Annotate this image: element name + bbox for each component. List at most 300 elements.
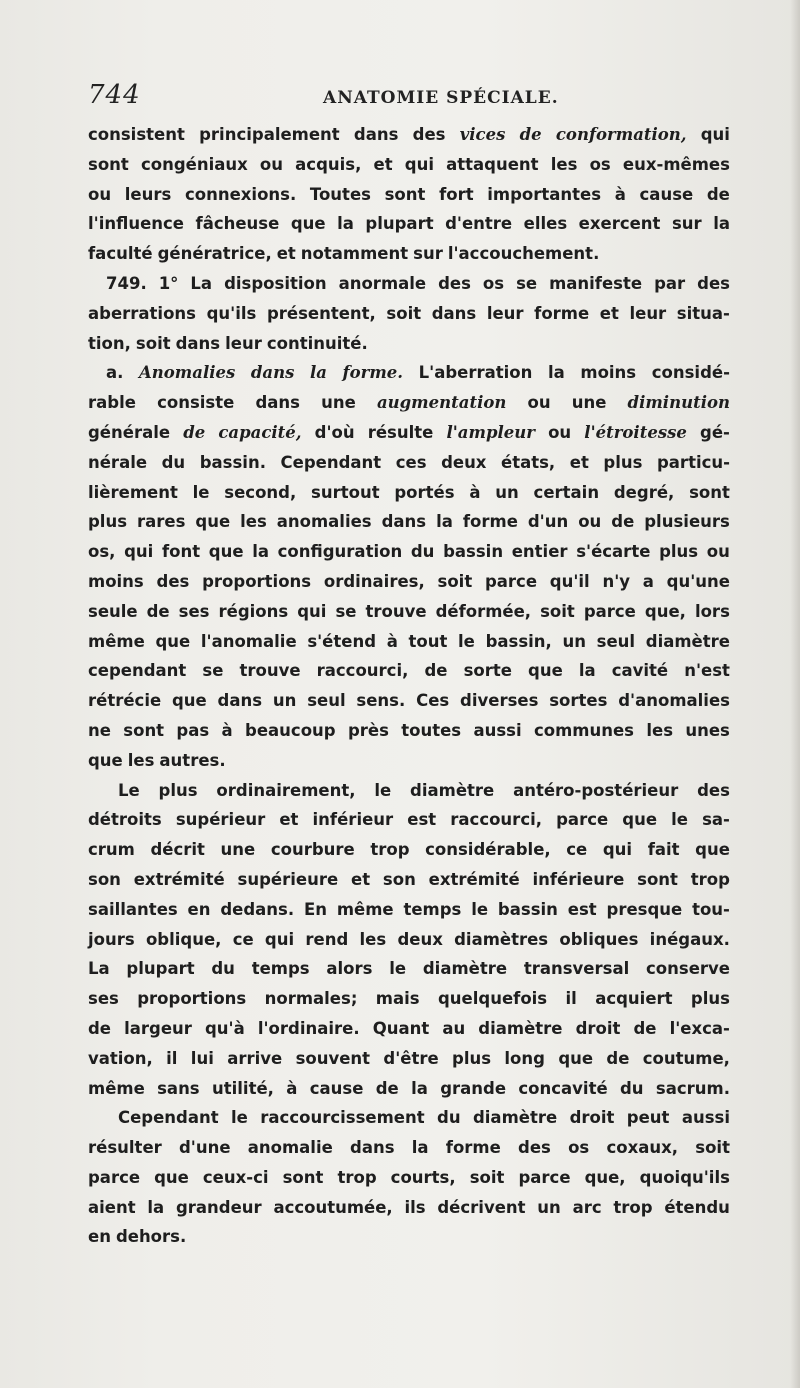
word: font [161,542,201,562]
word: jours [88,929,135,949]
word: à [286,1078,298,1098]
word: la [411,1138,429,1158]
word: dans [255,393,300,413]
word: cause [639,184,694,204]
word: largeur [124,1018,192,1038]
italic-word: de [519,125,542,144]
word: autres. [159,750,226,770]
word: ne [88,720,111,740]
word: obliques [559,929,639,949]
word: est [407,810,437,830]
word: d'un [527,512,569,532]
word: s'écarte [576,542,651,562]
word: particu- [656,452,730,472]
word: moins [580,363,637,383]
word: lièrement [88,482,178,502]
word: grandeur [175,1197,262,1217]
word: ce [566,840,588,860]
body-text [88,120,730,1252]
word: attaquent [446,154,539,174]
word: est [567,899,597,919]
word: aberrations [88,303,196,323]
word: rend [305,929,349,949]
italic-word: Anomalies [139,363,236,383]
word: importantes [487,184,602,204]
word: diamètres [454,929,549,949]
word: leur [486,303,524,323]
word: un [272,691,297,711]
word: disposition [224,273,327,293]
word: s'étend [307,631,377,651]
word: les [127,750,155,770]
word: ils [404,1197,426,1217]
word: résulter [88,1138,162,1158]
word: les [646,720,674,740]
word: deux [441,452,487,472]
word: situa- [676,303,730,323]
word: et [373,154,393,174]
word: trouve [365,601,427,621]
word: diamètre [422,959,508,979]
word: bassin, [485,631,552,651]
text-line [88,478,730,508]
word: du [619,1078,644,1098]
word: par [654,273,686,293]
word: extrémité [428,869,520,889]
word: exercent [578,214,661,234]
word: le [458,631,475,651]
word: En [303,899,327,919]
word: Le [118,780,140,800]
word: 1° [158,273,179,293]
word: transversal [523,959,630,979]
text-line [88,299,730,329]
word: courbure [270,840,355,860]
word: les [240,512,267,532]
word: même [88,1078,145,1098]
word: la [436,512,453,532]
word: d'entre [445,214,513,234]
word: bassin [443,542,504,562]
word: sorte [463,661,512,681]
word: conserve [646,959,730,979]
word: du [437,1108,461,1128]
word: du [211,959,235,979]
text-line [88,686,730,716]
word: surtout [311,482,380,502]
word: seule [88,601,138,621]
word: déformée, [435,601,532,621]
word: de [88,1018,112,1038]
word: qui [297,601,327,621]
word: et [599,303,619,323]
word: diamètre [478,1018,563,1038]
word: en [187,899,211,919]
italic-word: de [183,422,206,442]
word: forme [534,303,590,323]
word: acquis, [295,154,362,174]
word: arrive [227,1048,283,1068]
word: que [88,750,123,770]
word: L'aberration [418,363,533,383]
word: concavité [518,1078,608,1098]
text-line [88,448,730,478]
text-line [88,1133,730,1163]
text-line [88,418,730,448]
word: dans [381,512,427,532]
word: la [147,1197,165,1217]
word: trouve [239,661,301,681]
word: dans [175,333,221,353]
word: beaucoup [245,720,336,740]
text-line [88,1193,730,1223]
text-line [88,269,730,299]
word: l'exca- [669,1018,730,1038]
word: notamment [300,244,409,264]
italic-word: forme. [342,363,404,383]
word: ou [548,422,572,442]
word: que [154,1167,189,1187]
word: l'ordinaire. [257,1018,360,1038]
word: d'être [383,1048,439,1068]
word: se [335,601,357,621]
word: qui [700,125,730,144]
word: gé- [700,422,730,442]
word: considé- [651,363,730,383]
word: qui [404,154,434,174]
word: sur [413,244,443,264]
word: ou [578,512,602,532]
word: raccourcissement [260,1108,425,1128]
word: parce [88,1167,141,1187]
word: soit [386,303,422,323]
word: inférieur [312,810,394,830]
word: et [276,244,296,264]
word: anomalies [276,512,372,532]
word: parce [556,810,609,830]
word: anormale [338,273,427,293]
text-line [88,925,730,955]
word: a. [106,363,124,383]
word: ou [706,542,730,562]
word: plus [88,512,128,532]
word: sa- [702,810,730,830]
word: soit [469,1167,505,1187]
word: même [336,899,394,919]
word: sortes [549,691,608,711]
word: l'influence [88,214,184,234]
word: plupart [365,214,434,234]
text-line [88,1103,730,1133]
word: que [290,214,326,234]
word: se [516,273,538,293]
word: cependant [88,661,187,681]
word: portés [394,482,455,502]
word: parce [583,601,636,621]
word: Toutes [309,184,371,204]
word: considérable, [425,840,551,860]
word: que, [584,1167,626,1187]
word: l'anomalie [200,631,297,651]
word: un [562,631,586,651]
word: elles [523,214,568,234]
word: fâcheuse [195,214,280,234]
word: qui [602,840,633,860]
word: de [611,512,635,532]
word: arc [572,1197,602,1217]
running-title: ANATOMIE SPÉCIALE. [323,88,559,108]
word: diverses [460,691,539,711]
word: coutume, [642,1048,730,1068]
word: qui [124,542,154,562]
word: normales; [264,989,358,1009]
word: soit [540,601,575,621]
word: long [504,1048,545,1068]
italic-word: l'ampleur [446,422,535,442]
word: 749. [106,273,147,293]
word: un [537,1197,561,1217]
word: La [88,959,110,979]
word: des [697,780,730,800]
word: sont [282,1167,324,1187]
word: deux [397,929,443,949]
italic-word: dans [250,363,295,383]
word: qu'ils [206,303,257,323]
word: que [208,542,244,562]
word: que, [644,601,686,621]
word: rétrécie [88,691,162,711]
word: décrit [150,840,205,860]
word: ordinaires, [323,571,425,591]
word: faculté [88,244,153,264]
word: la [252,542,269,562]
word: congéniaux [140,154,248,174]
word: soit [135,333,171,353]
word: qui [264,929,295,949]
word: degré, [613,482,675,502]
word: vation, [88,1048,153,1068]
word: coxaux, [606,1138,679,1158]
word: accoutumée, [273,1197,393,1217]
word: une [571,393,607,413]
word: qu'à [205,1018,245,1038]
word: moins [88,571,144,591]
word: de [146,601,170,621]
word: fort [439,184,474,204]
word: de [633,1018,657,1038]
word: près [347,720,389,740]
text-line [88,1074,730,1104]
word: toutes [401,720,462,740]
word: se [202,661,224,681]
word: droit [569,1108,615,1128]
text-line [88,1044,730,1074]
word: La [190,273,213,293]
word: sont [384,184,426,204]
word: à [221,720,233,740]
word: que [695,840,730,860]
word: trop [690,869,730,889]
word: tout [408,631,448,651]
word: rable [88,393,136,413]
word: que [528,661,563,681]
word: de [606,1048,630,1068]
word: qu'il [549,571,590,591]
word: que [195,512,231,532]
word: acquiert [595,989,673,1009]
word: sont [123,720,165,740]
text-line [88,567,730,597]
word: et [351,869,371,889]
word: plus [158,780,198,800]
word: inférieure [532,869,625,889]
word: d'une [179,1138,231,1158]
word: forme [445,1138,501,1158]
word: d'anomalies [618,691,730,711]
word: unes [685,720,730,740]
text-line [88,984,730,1014]
word: la [547,363,565,383]
text-line [88,895,730,925]
word: principalement [199,125,340,144]
word: de [424,661,448,681]
word: trop [613,1197,653,1217]
word: plus [690,989,730,1009]
word: que [558,1048,594,1068]
word: mais [375,989,420,1009]
word: temps [403,899,462,919]
word: son [382,869,416,889]
word: seul [307,691,346,711]
word: cavité [611,661,669,681]
text-line [88,537,730,567]
word: soit [437,571,473,591]
word: rares [137,512,186,532]
word: sur [671,214,702,234]
word: fait [647,840,680,860]
italic-word: l'étroitesse [584,422,687,442]
text-line [88,1163,730,1193]
word: continuité. [266,333,368,353]
text-line [88,507,730,537]
word: que [155,631,191,651]
word: le [374,780,392,800]
word: ou [259,154,283,174]
word: second, [224,482,297,502]
word: décrivent [437,1197,526,1217]
text-line [88,1014,730,1044]
word: il [565,989,577,1009]
text-line [88,656,730,686]
word: tion, [88,333,131,353]
word: l'accouchement. [447,244,600,264]
word: antéro-postérieur [513,780,679,800]
word: une [321,393,356,413]
word: os, [88,542,116,562]
word: anomalie [247,1138,333,1158]
word: parce [484,571,538,591]
text-line [88,209,730,239]
word: plusieurs [644,512,730,532]
word: extrémité [133,869,225,889]
word: le [192,482,210,502]
italic-word: conformation, [555,125,687,144]
word: pas [176,720,210,740]
word: plupart [126,959,195,979]
word: d'où [314,422,355,442]
word: utilité, [211,1078,274,1098]
word: la [411,1078,428,1098]
word: os [589,154,611,174]
text-line [88,388,730,418]
word: étendu [664,1197,730,1217]
text-line [88,776,730,806]
word: ses [88,989,119,1009]
word: ceux-ci [202,1167,269,1187]
word: alors [326,959,373,979]
word: le [231,1108,248,1128]
word: le [471,899,489,919]
text-line [88,120,730,150]
word: ou [88,184,112,204]
word: les [359,929,387,949]
word: son [88,869,121,889]
word: du [161,452,186,472]
page-number: 744 [88,80,141,110]
text-line [88,239,730,269]
word: sont [88,154,129,174]
text-line [88,358,730,388]
word: sont [637,869,678,889]
word: en [88,1227,111,1247]
word: consiste [157,393,235,413]
word: aussi [681,1108,730,1128]
word: régions [218,601,289,621]
word: Cependant [280,452,382,472]
text-line [88,746,730,776]
word: quelquefois [437,989,548,1009]
word: droit [575,1018,621,1038]
word: états, [501,452,556,472]
word: consistent [88,125,185,144]
word: des [697,273,730,293]
text-line [88,627,730,657]
word: dans [350,1138,395,1158]
word: dedans. [220,899,295,919]
word: tou- [692,899,730,919]
word: diamètre [410,780,495,800]
word: presque [606,899,683,919]
word: raccourci, [316,661,409,681]
word: sont [689,482,730,502]
word: il [166,1048,178,1068]
word: trop [370,840,410,860]
word: forme [462,512,518,532]
word: seul [596,631,636,651]
word: que [622,810,658,830]
italic-word: la [309,363,327,383]
word: bassin. [199,452,266,472]
word: bassin [497,899,558,919]
word: la [337,214,354,234]
word: ce [232,929,254,949]
word: détroits [88,810,162,830]
word: leur [225,333,262,353]
italic-word: diminution [627,393,730,413]
word: trop [337,1167,377,1187]
word: Ces [416,691,450,711]
word: résulte [367,422,434,442]
